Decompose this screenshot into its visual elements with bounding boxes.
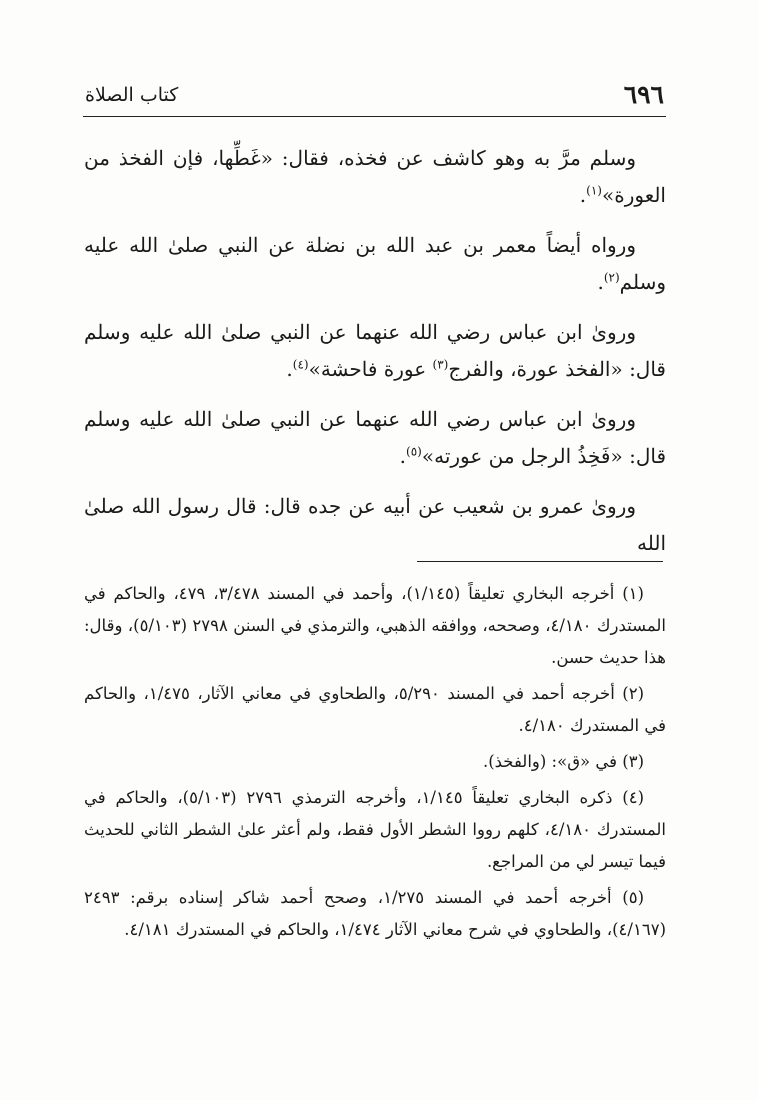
- paragraph: ورویٰ عمرو بن شعيب عن أبيه عن جده قال: قال رسول الله صلىٰ الله: [84, 494, 666, 555]
- footnote: (٢) أخرجه أحمد في المسند ٥/٢٩٠، والطحاوي في معاني الآثار، ١/٤٧٥، والحاكم في المستدرك ٤/١٨٠.: [84, 684, 666, 735]
- footnote-marker: (١): [586, 183, 602, 198]
- footnote-marker: (٣): [432, 357, 449, 372]
- main-text: [84, 140, 666, 575]
- page-header: [83, 78, 666, 117]
- paragraph: وسلم مرَّ به وهو كاشف عن فخذه، فقال: «غَطِّها، فإن الفخذ من العورة»$^{(١)}$.: [84, 146, 666, 207]
- footnote-marker: (٢): [603, 270, 620, 285]
- footnote: (٥) أخرجه أحمد في المسند ١/٢٧٥، وصحح أحمد شاكر إسناده برقم: ٢٤٩٣ (٤/١٦٧)، والطحاوي في شرح معاني الآثار ١/٤٧٤، والحاكم في المستدرك ٤/١٨١.: [84, 888, 666, 939]
- footnote-divider: [417, 561, 663, 562]
- footnotes: [84, 578, 666, 950]
- paragraph: ورویٰ ابن عباس رضي الله عنهما عن النبي صلىٰ الله عليه وسلم قال: «الفخذ عورة، والفرج$^{(٣)}$ عورة فاحشة»$^{(٤)}$.: [84, 320, 666, 381]
- footnote-marker: (٤): [292, 357, 309, 372]
- footnote: (١) أخرجه البخاري تعليقاً (١/١٤٥)، وأحمد في المسند ٣/٤٧٨، ٤٧٩، والحاكم في المستدرك ٤/١٨٠، وصححه، ووافقه الذهبي، والترمذي في السنن ٢٧٩٨ (٥/١٠٣)، وقال: هذا حديث حسن.: [84, 584, 666, 667]
- footnote-marker: (٥): [406, 444, 422, 459]
- paragraph: ورویٰ ابن عباس رضي الله عنهما عن النبي صلىٰ الله عليه وسلم قال: «فَخِذُ الرجل من عورته»$^{(٥)}$.: [84, 407, 666, 468]
- footnote: (٣) في «ق»: (والفخذ).: [482, 752, 644, 771]
- book-title: كتاب الصلاة: [85, 84, 179, 106]
- paragraph: ورواه أيضاً معمر بن عبد الله بن نضلة عن النبي صلىٰ الله عليه وسلم$^{(٢)}$.: [84, 233, 666, 294]
- page-number: ٦٩٦: [623, 80, 664, 109]
- footnote: (٤) ذكره البخاري تعليقاً ١/١٤٥، وأخرجه الترمذي ٢٧٩٦ (٥/١٠٣)، والحاكم في المستدرك ٤/١٨٠، كلهم رووا الشطر الأول فقط، ولم أعثر علىٰ الشطر الثاني للحديث فيما تيسر لي من المراجع.: [84, 788, 666, 871]
